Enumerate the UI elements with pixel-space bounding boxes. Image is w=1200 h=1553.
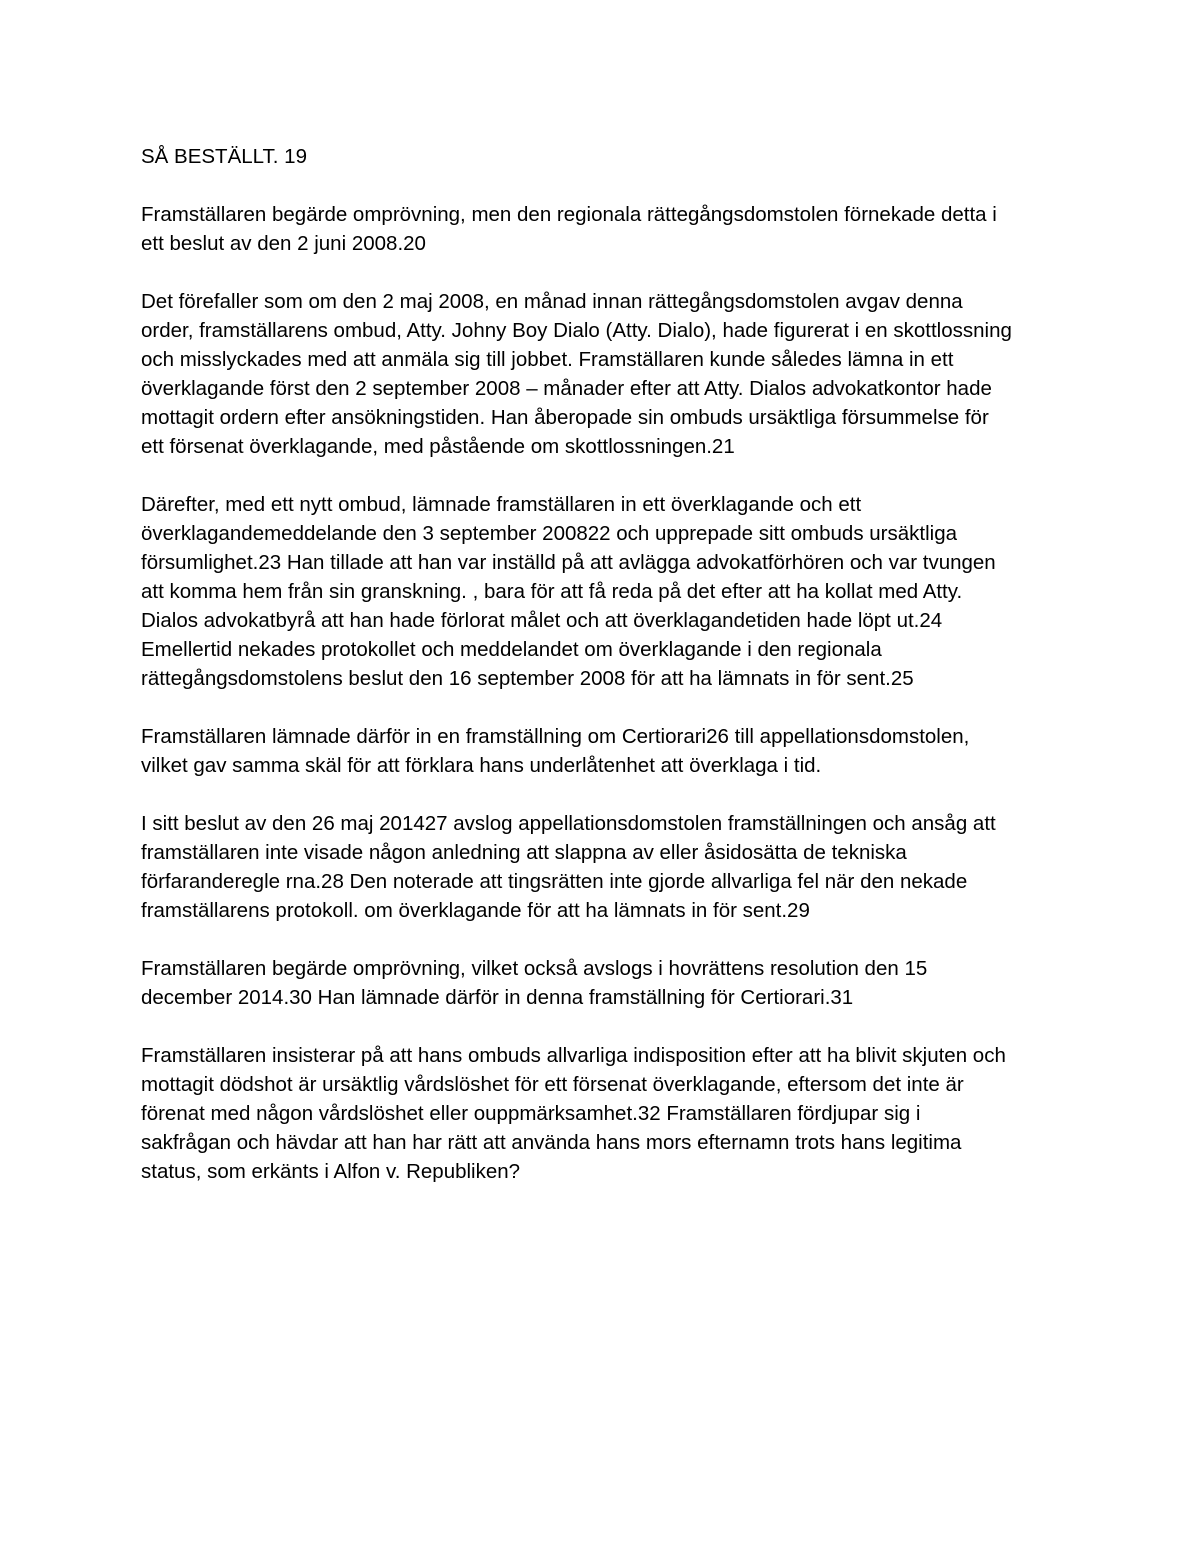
text-line: rättegångsdomstolens beslut den 16 september 2008 för att ha lämnats in för sent.25 xyxy=(141,667,914,690)
text-line: order, framställarens ombud, Atty. Johny Boy Dialo (Atty. Dialo), hade figurerat i en skottlossning xyxy=(141,319,1012,342)
text-line: Framställaren insisterar på att hans ombuds allvarliga indisposition efter att ha blivit skjuten och xyxy=(141,1044,1006,1067)
text-line: Framställaren begärde omprövning, vilket också avslogs i hovrättens resolution den 15 xyxy=(141,957,928,980)
paragraph xyxy=(141,809,1066,925)
text-line: mottagit ordern efter ansökningstiden. Han åberopade sin ombuds ursäktliga försummelse för xyxy=(141,406,989,429)
text-line: överklagande först den 2 september 2008 – månader efter att Atty. Dialos advokatkontor hade xyxy=(141,377,992,400)
text-line: framställarens protokoll. om överklagande för att ha lämnats in för sent.29 xyxy=(141,899,810,922)
text-line: mottagit dödshot är ursäktlig vårdslöshet för ett försenat överklagande, eftersom det inte är xyxy=(141,1073,964,1096)
text-line: att komma hem från sin granskning. , bara för att få reda på det efter att ha kollat med Atty. xyxy=(141,580,963,603)
document-body xyxy=(141,142,1066,1215)
text-line: ett försenat överklagande, med påstående om skottlossningen.21 xyxy=(141,435,735,458)
text-line: I sitt beslut av den 26 maj 201427 avslog appellationsdomstolen framställningen och ansåg att xyxy=(141,812,996,835)
text-line: vilket gav samma skäl för att förklara hans underlåtenhet att överklaga i tid. xyxy=(141,754,822,777)
text-line: ett beslut av den 2 juni 2008.20 xyxy=(141,232,426,255)
paragraph xyxy=(141,287,1066,461)
paragraph xyxy=(141,200,1066,258)
text-line: förenat med någon vårdslöshet eller ouppmärksamhet.32 Framställaren fördjupar sig i xyxy=(141,1102,921,1125)
text-line: Emellertid nekades protokollet och meddelandet om överklagande i den regionala xyxy=(141,638,882,661)
paragraph xyxy=(141,954,1066,1012)
text-line: december 2014.30 Han lämnade därför in denna framställning för Certiorari.31 xyxy=(141,986,854,1009)
text-line: Därefter, med ett nytt ombud, lämnade framställaren in ett överklagande och ett xyxy=(141,493,862,516)
text-line: och misslyckades med att anmäla sig till jobbet. Framställaren kunde således lämna in ett xyxy=(141,348,954,371)
text-line: framställaren inte visade någon anledning att slappna av eller åsidosätta de tekniska xyxy=(141,841,907,864)
text-line: förfaranderegle rna.28 Den noterade att tingsrätten inte gjorde allvarliga fel när den nekade xyxy=(141,870,968,893)
text-line: överklagandemeddelande den 3 september 200822 och upprepade sitt ombuds ursäktliga xyxy=(141,522,958,545)
paragraph xyxy=(141,1041,1066,1186)
text-line: SÅ BESTÄLLT. 19 xyxy=(141,145,307,168)
text-line: status, som erkänts i Alfon v. Republiken? xyxy=(141,1160,521,1183)
text-line: Det förefaller som om den 2 maj 2008, en månad innan rättegångsdomstolen avgav denna xyxy=(141,290,963,313)
text-line: Framställaren lämnade därför in en framställning om Certiorari26 till appellationsdomstolen, xyxy=(141,725,970,748)
text-line: försumlighet.23 Han tillade att han var inställd på att avlägga advokatförhören och var tvungen xyxy=(141,551,996,574)
paragraph xyxy=(141,490,1066,693)
text-line: sakfrågan och hävdar att han har rätt att använda hans mors efternamn trots hans legitima xyxy=(141,1131,962,1154)
paragraph xyxy=(141,722,1066,780)
text-line: Dialos advokatbyrå att han hade förlorat målet och att överklagandetiden hade löpt ut.24 xyxy=(141,609,943,632)
text-line: Framställaren begärde omprövning, men den regionala rättegångsdomstolen förnekade detta i xyxy=(141,203,997,226)
paragraph-heading xyxy=(141,142,1066,171)
